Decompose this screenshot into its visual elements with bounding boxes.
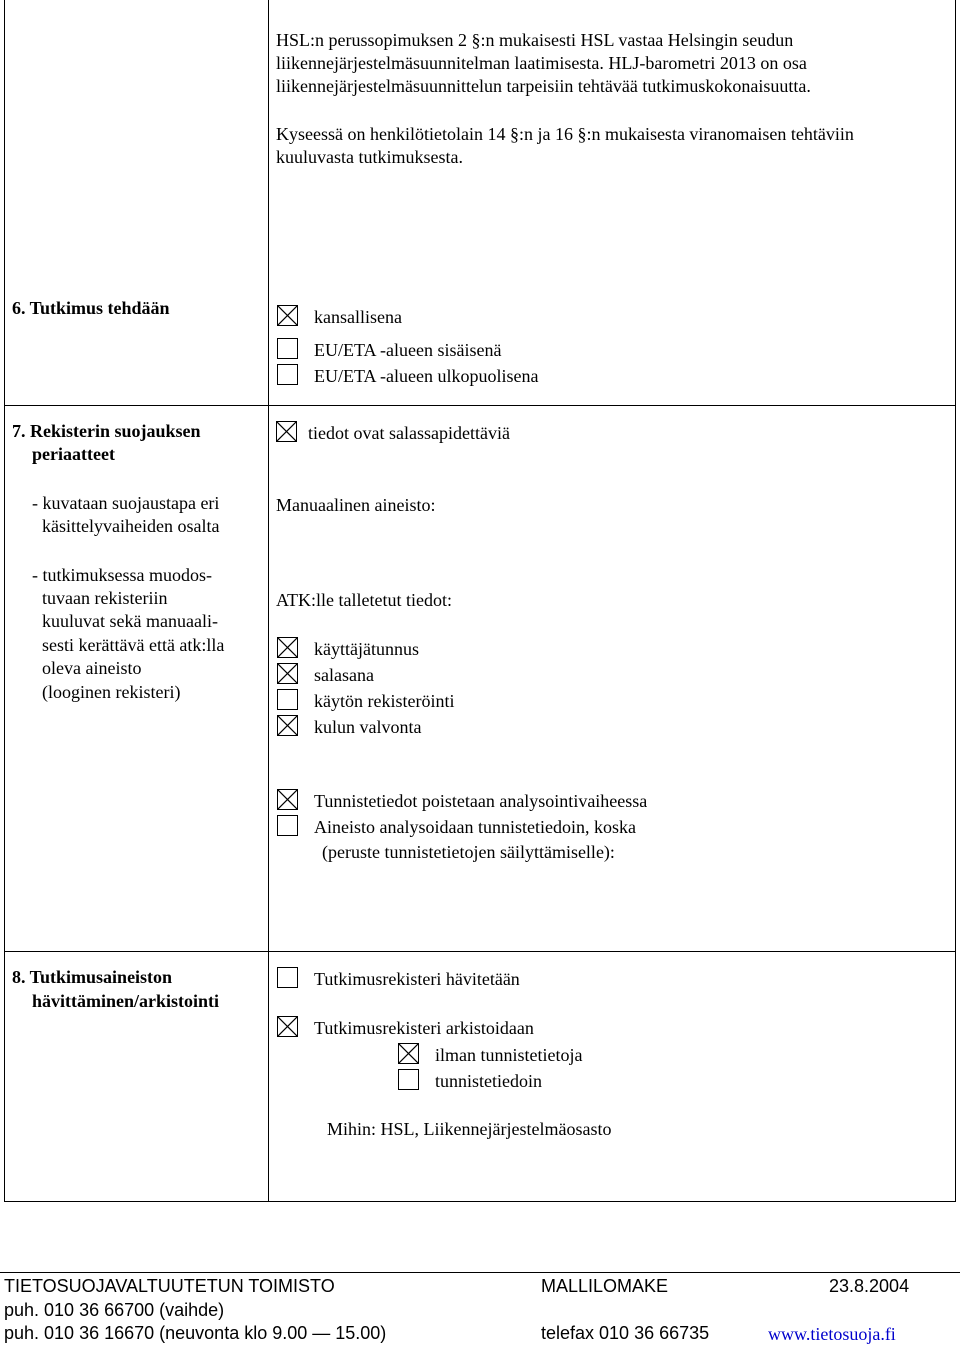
retention-reason-label: (peruste tunnistetietojen säilyttämiselle): [322, 842, 615, 862]
option-label-usage-logging: käytön rekisteröinti [314, 691, 455, 711]
check-cross-icon [278, 790, 297, 809]
option-label-confidential: tiedot ovat salassapidettäviä [308, 423, 510, 443]
section-8-heading: 8. Tutkimusaineiston [12, 967, 173, 987]
section-7-description: sesti kerättävä että atk:lla [42, 635, 225, 655]
section-7-description: kuuluvat sekä manuaali- [42, 611, 218, 631]
option-label-password: salasana [314, 665, 374, 685]
checkbox-with-identifiers[interactable] [398, 1069, 419, 1090]
option-label-username: käyttäjätunnus [314, 639, 419, 659]
section-7-description: oleva aineisto [42, 658, 142, 678]
option-label-eu-internal: EU/ETA -alueen sisäisenä [314, 340, 502, 360]
section-7-description: - kuvataan suojaustapa eri [32, 493, 220, 513]
footer-divider [0, 1272, 960, 1273]
check-cross-icon [278, 664, 297, 683]
purpose-paragraph-line: HSL:n perussopimuksen 2 §:n mukaisesti HSL vastaa Helsingin seudun [276, 30, 794, 50]
option-label-archive: Tutkimusrekisteri arkistoidaan [314, 1018, 534, 1038]
section-7-description: (looginen rekisteri) [42, 682, 181, 702]
table-border-left [4, 0, 5, 1202]
option-label-without-identifiers: ilman tunnistetietoja [435, 1045, 583, 1065]
option-label-access-control: kulun valvonta [314, 717, 422, 737]
purpose-paragraph-line: liikennejärjestelmäsuunnittelun tarpeisiin tehtävää tutkimuskokonaisuutta. [276, 76, 811, 96]
footer-fax: telefax 010 36 66735 [541, 1323, 710, 1343]
checkbox-eu-internal[interactable] [277, 338, 298, 359]
check-cross-icon [278, 716, 297, 735]
table-border-bottom [4, 1201, 956, 1202]
section-8-heading: hävittäminen/arkistointi [32, 991, 220, 1011]
manual-material-label: Manuaalinen aineisto: [276, 495, 436, 515]
option-label-identifiers-kept: Aineisto analysoidaan tunnistetiedoin, koska [314, 817, 636, 837]
checkbox-national[interactable] [277, 305, 298, 326]
option-label-destroy: Tutkimusrekisteri hävitetään [314, 969, 520, 989]
option-label-eu-external: EU/ETA -alueen ulkopuolisena [314, 366, 539, 386]
option-label-identifiers-removed: Tunnistetiedot poistetaan analysointivaiheessa [314, 791, 648, 811]
checkbox-without-identifiers[interactable] [398, 1043, 419, 1064]
footer-form-type: MALLILOMAKE [541, 1276, 669, 1296]
table-column-divider [268, 0, 269, 1202]
section-7-description: - tutkimuksessa muodos- [32, 565, 212, 585]
footer-date: 23.8.2004 [829, 1276, 910, 1296]
legal-basis-paragraph-line: Kyseessä on henkilötietolain 14 §:n ja 16 §:n mukaisesta viranomaisen tehtäviin [276, 124, 854, 144]
section-7-heading: periaatteet [32, 444, 115, 464]
footer-phone-main: puh. 010 36 66700 (vaihde) [4, 1300, 225, 1320]
check-cross-icon [278, 638, 297, 657]
section-7-description: tuvaan rekisteriin [42, 588, 168, 608]
checkbox-access-control[interactable] [277, 715, 298, 736]
option-label-with-identifiers: tunnistetiedoin [435, 1071, 542, 1091]
purpose-paragraph-line: liikennejärjestelmäsuunnitelman laatimisesta. HLJ-barometri 2013 on osa [276, 53, 807, 73]
checkbox-archive[interactable] [277, 1016, 298, 1037]
checkbox-password[interactable] [277, 663, 298, 684]
footer-phone-advice: puh. 010 36 16670 (neuvonta klo 9.00 — 15.00) [4, 1323, 387, 1343]
option-label-national: kansallisena [314, 307, 402, 327]
footer-organization: TIETOSUOJAVALTUUTETUN TOIMISTO [4, 1276, 335, 1296]
check-cross-icon [399, 1044, 418, 1063]
legal-basis-paragraph-line: kuuluvasta tutkimuksesta. [276, 147, 463, 167]
checkbox-identifiers-kept[interactable] [277, 815, 298, 836]
check-cross-icon [277, 422, 296, 441]
checkbox-confidential[interactable] [276, 421, 297, 442]
check-cross-icon [278, 306, 297, 325]
row-divider-6-7 [4, 405, 956, 406]
checkbox-identifiers-removed[interactable] [277, 789, 298, 810]
footer-website-link[interactable]: www.tietosuoja.fi [768, 1324, 896, 1344]
checkbox-username[interactable] [277, 637, 298, 658]
checkbox-destroy[interactable] [277, 967, 298, 988]
section-7-heading: 7. Rekisterin suojauksen [12, 421, 201, 441]
checkbox-usage-logging[interactable] [277, 689, 298, 710]
row-divider-7-8 [4, 951, 956, 952]
section-7-description: käsittelyvaiheiden osalta [42, 516, 220, 536]
archive-destination: Mihin: HSL, Liikennejärjestelmäosasto [327, 1119, 612, 1139]
section-6-heading: 6. Tutkimus tehdään [12, 298, 170, 318]
checkbox-eu-external[interactable] [277, 364, 298, 385]
atk-data-label: ATK:lle talletetut tiedot: [276, 590, 452, 610]
table-border-right [955, 0, 956, 1202]
check-cross-icon [278, 1017, 297, 1036]
